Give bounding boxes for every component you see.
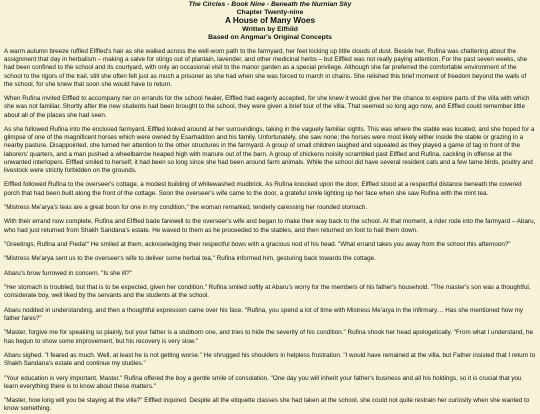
- paragraph: "Her stomach is troubled, but that is to be expected, given her condition." Rufina smiled softly at Abaru's worry for the members of his father's household. "The master's son was a thoughtful, considerate boy, well liked by the servants and the students at the school.: [4, 284, 531, 300]
- paragraph: Elffled followed Rufina to the overseer's cottage, a modest building of whitewashed mudbrick. As Rufina knocked upon the door, Elffled stood at a respectful distance beneath the covered porch that had been built along the front of the cottage. Soon the overseer's wife came to the door, a grateful smile lighting up her face when she saw Rufina with the mint tea.: [4, 181, 522, 197]
- author-line: Written by Elfhild: [242, 25, 298, 33]
- paragraph: Abaru's brow furrowed in concern. "Is she ill?": [4, 269, 132, 277]
- paragraph: "Greetings, Rufina and Fleda!" He smiled at them, acknowledging their respectful bows with a gracious nod of his head. "What errand takes you away from the school this afternoon?": [4, 241, 511, 248]
- paragraph: "Master, how long will you be staying at the villa?" Elffled inquired. Despite all the etiquette classes she had taken at the school, she could not quite restrain her curiosity when she wanted to know something.: [4, 397, 530, 413]
- chapter-number: Chapter Twenty-nine: [236, 9, 304, 17]
- paragraph: "Mistress Me'arya sent us to the overseer's wife to deliver some herbal tea," Rufina informed him, gesturing back towards the cottage.: [4, 255, 376, 263]
- chapter-title: A House of Many Woes: [224, 16, 316, 26]
- paragraph: A warm autumn breeze ruffled Elffled's hair as she walked across the well-worn path to the farmyard, her feet kicking up little clouds of dust. Beside her, Rufina was chattering about the assignment that day in herbalism – making a salve for stings out of plantain, lavender, and other medicinal herbs – but Elffled was not really paying attention. For the past seven weeks, she had been confined to the school and its courtyard, with only an occasional visit to the manor garden as a special privilege. Although she far preferred the comfortable environment of the school to the rigors of the trail, still she often felt just as much a prisoner as she had when she was forced to march in chains. She relished this brief moment of freedom beyond the walls of the school, for she knew that soon she would have to return.: [4, 48, 528, 88]
- paragraph: Abaru sighed. "I feared as much. Well, at least he is not getting worse." He shrugged his shoulders in helpless frustration. "I would have remained at the villa, but Father insisted that I return to Shakh Sandana's estate and continue my studies.": [4, 351, 536, 368]
- paragraph: "Master, forgive me for speaking so plainly, but your father is a stubborn one, and tries to hide the severity of his condition." Rufina shook her head apologetically. "From what I understand, he has begun to show some improvement, but his recovery is very slow.": [4, 329, 534, 345]
- story-body: [4, 48, 536, 414]
- paragraph: With their errand now complete, Rufina and Elffled bade farewell to the overseer's wife and began to make their way back to the school. At that moment, a rider rode into the farmyard – Abaru, who had just returned from Shakh Sandana's estate. He waved to them as he proceeded to the stables, and then returned on foot to hail them down.: [4, 218, 536, 234]
- paragraph: Abaru nodded in understanding, and then a thoughtful expression came over his face. "Rufina, you spend a lot of time with Mistress Me'arya in the infirmary… Has she mentioned how my father fares?": [4, 306, 524, 322]
- paragraph: As she followed Rufina into the enclosed farmyard, Elffled looked around at her surroundings, taking in the vaguely familiar sights. This was where the stable was located, and she hoped for a glimpse of one of the magnificent horses which were owned by Esarhaddon and his family. Unfortunately, she saw none; the horses were most likely either inside the stable or grazing in a nearby pasture. Disappointed, she turned her attention to the other structures in the farmyard. A group of small children laughed and squealed as they played a game of tag in front of the laborers' quarters, and a man pushed a wheelbarrow heaped high with manure out of the barn. A group of chickens noisily scrambled past Elffled and Rufina, cackling in offense at the unwanted interlopers. Elffled smiled to herself; it had been so long since she had been around farm animals. While the school did have several resident cats and a few tame birds, poultry and livestock were strictly forbidden on the grounds.: [4, 126, 535, 175]
- paragraph: "Your education is very important, Master." Rufina offered the boy a gentle smile of consolation. "One day you will inherit your father's business and all his holdings, so it is crucial that you learn everything there is to know about these matters.": [4, 374, 522, 390]
- paragraph: "Mistress Me'arya's teas are a great boon for one in my condition," the woman remarked, tenderly caressing her rounded stomach.: [4, 204, 368, 212]
- paragraph: When Rufina invited Elffled to accompany her on errands for the school healer, Elffled had eagerly accepted, for she knew it would give her the chance to explore parts of the villa with which she was not familiar. Shortly after the new students had been brought to the school, they were given a brief tour of the villa. That seemed so long ago now, and Elffled could remember little about all of the places she had seen.: [4, 95, 530, 119]
- story-header: [4, 1, 536, 42]
- series-title: The Circles - Book Nine - Beneath the Nurnian Sky: [188, 1, 352, 8]
- based-on-line: Based on Angmar's Original Concepts: [208, 33, 332, 41]
